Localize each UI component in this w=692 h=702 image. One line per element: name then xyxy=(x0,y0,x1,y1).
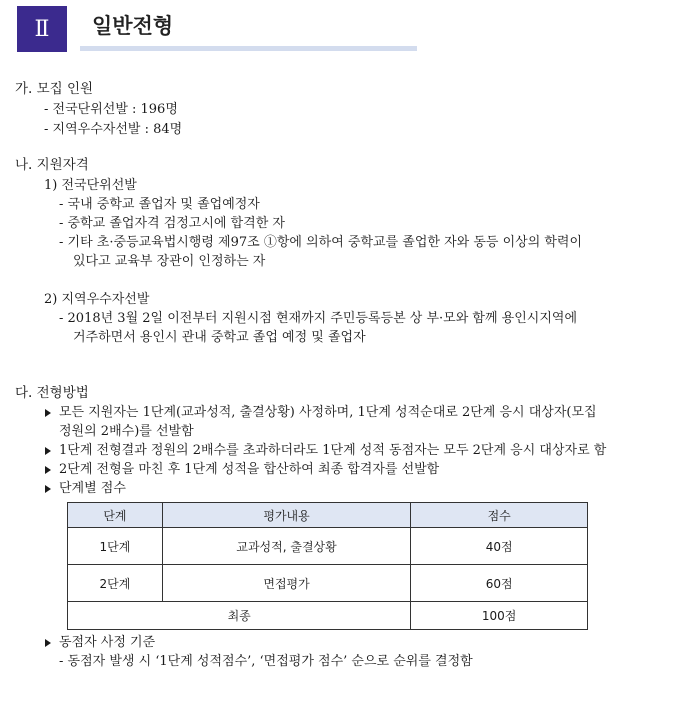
eligibility-regional-item: - 2018년 3월 2일 이전부터 지원시점 현재까지 주민등록등본 상 부·모와 함께 용인시지역에 xyxy=(59,311,578,326)
table-cell-content: 면접평가 xyxy=(162,565,411,602)
triangle-bullet-icon xyxy=(45,447,51,455)
table-header-cell: 평가내용 xyxy=(162,503,411,528)
tie-break-detail: - 동점자 발생 시 ‘1단계 성적점수’, ‘면접평가 점수’ 순으로 순위를 결정함 xyxy=(59,654,473,669)
table-header-row xyxy=(68,503,588,528)
section-number-badge: Ⅱ xyxy=(17,6,67,52)
method-bullet-cont: 정원의 2배수)를 선발함 xyxy=(59,424,194,439)
table-cell-content: 교과성적, 출결상황 xyxy=(162,528,411,565)
recruit-item-regional: - 지역우수자선발 : 84명 xyxy=(44,122,183,137)
triangle-bullet-icon xyxy=(45,409,51,417)
triangle-bullet-icon xyxy=(45,466,51,474)
eligibility-national-item: - 기타 초·중등교육법시행령 제97조 ①항에 의하여 중학교를 졸업한 자와 동등 이상의 학력이 xyxy=(59,235,583,250)
title-underline xyxy=(80,46,417,51)
eligibility-regional-item-cont: 거주하면서 용인시 관내 중학교 졸업 예정 및 졸업자 xyxy=(73,330,366,345)
method-bullet: 단계별 점수 xyxy=(59,481,126,496)
table-cell-total-label: 최종 xyxy=(68,602,411,630)
eligibility-national-item: - 중학교 졸업자격 검정고시에 합격한 자 xyxy=(59,216,285,231)
recruit-item-national: - 전국단위선발 : 196명 xyxy=(44,102,178,117)
table-cell-score: 60점 xyxy=(411,565,588,602)
heading-eligibility: 나. 지원자격 xyxy=(15,157,89,173)
stage-score-table xyxy=(67,502,588,630)
table-cell-stage: 1단계 xyxy=(68,528,163,565)
triangle-bullet-icon xyxy=(45,485,51,493)
table-row xyxy=(68,528,588,565)
method-bullet: 1단계 전형결과 정원의 2배수를 초과하더라도 1단계 성적 동점자는 모두 2단계 응시 대상자로 함 xyxy=(59,443,607,458)
table-total-row xyxy=(68,602,588,630)
method-bullet: 모든 지원자는 1단계(교과성적, 출결상황) 사정하며, 1단계 성적순대로 2단계 응시 대상자(모집 xyxy=(59,405,597,420)
eligibility-national-item-cont: 있다고 교육부 장관이 인정하는 자 xyxy=(73,254,266,269)
eligibility-national-title: 1) 전국단위선발 xyxy=(44,178,137,193)
table-cell-score: 40점 xyxy=(411,528,588,565)
table-cell-total-score: 100점 xyxy=(411,602,588,630)
heading-selection-method: 다. 전형방법 xyxy=(15,385,89,401)
eligibility-regional-title: 2) 지역우수자선발 xyxy=(44,292,150,307)
table-header-cell: 점수 xyxy=(411,503,588,528)
heading-recruitment: 가. 모집 인원 xyxy=(15,81,94,97)
table-header-cell: 단계 xyxy=(68,503,163,528)
tie-break-title: 동점자 사정 기준 xyxy=(59,635,156,650)
eligibility-national-item: - 국내 중학교 졸업자 및 졸업예정자 xyxy=(59,197,260,212)
triangle-bullet-icon xyxy=(45,639,51,647)
method-bullet: 2단계 전형을 마친 후 1단계 성적을 합산하여 최종 합격자를 선발함 xyxy=(59,462,440,477)
page-title: 일반전형 xyxy=(92,14,174,38)
table-cell-stage: 2단계 xyxy=(68,565,163,602)
table-row xyxy=(68,565,588,602)
